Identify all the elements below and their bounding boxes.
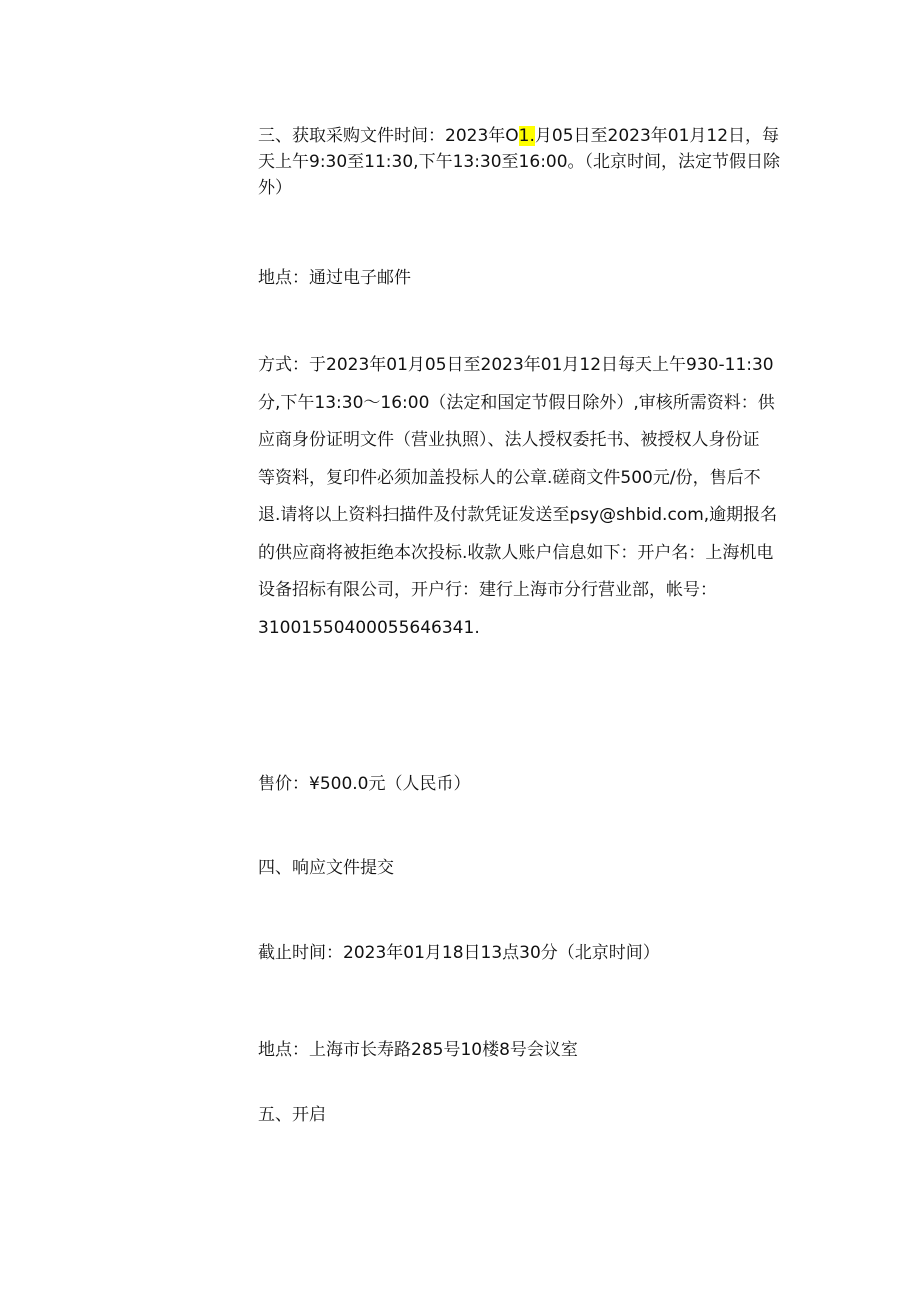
method-line: 退.请将以上资料扫描件及付款凭证发送至psy@shbid.com,逾期报名 [258,505,778,525]
location-email: 地点：通过电子邮件 [258,268,411,288]
method-line: 31001550400055646341. [258,617,480,638]
section4-heading: 四、响应文件提交 [258,858,394,878]
section3-line-2: 天上午9:30至11:30,下午13:30至16:00。（北京时间，法定节假日除 [258,152,781,172]
method-line: 设备招标有限公司，开户行：建行上海市分行营业部，帐号： [258,580,717,600]
method-line: 应商身份证明文件（营业执照）、法人授权委托书、被授权人身份证 [258,430,760,450]
deadline-line: 截止时间：2023年01月18日13点30分（北京时间） [258,943,660,963]
section3-line1-text-b: 月05日至2023年01月12日，每 [534,126,780,146]
method-line: 方式：于2023年01月05日至2023年01月12日每天上午930-11:30 [258,355,774,375]
method-line: 的供应商将被拒绝本次投标.收款人账户信息如下：开户名：上海机电 [258,542,774,563]
section5-heading: 五、开启 [258,1105,326,1125]
section3-paragraph [258,123,798,201]
location-address: 地点：上海市长寿路285号10楼8号会议室 [258,1040,578,1060]
section3-line-3: 外） [258,178,292,198]
section3-line1-text-a: 三、获取采购文件时间：2023年O [258,126,519,146]
method-paragraph [258,347,798,647]
method-line: 分,下午13:30～16:00（法定和国定节假日除外）,审核所需资料：供 [258,392,775,413]
highlighted-text: 1. [518,126,535,146]
price-line: 售价：¥500.0元（人民币） [258,774,471,794]
method-line: 等资料，复印件必须加盖投标人的公章.磋商文件500元/份，售后不 [258,467,761,488]
section3-line-1 [258,123,798,149]
